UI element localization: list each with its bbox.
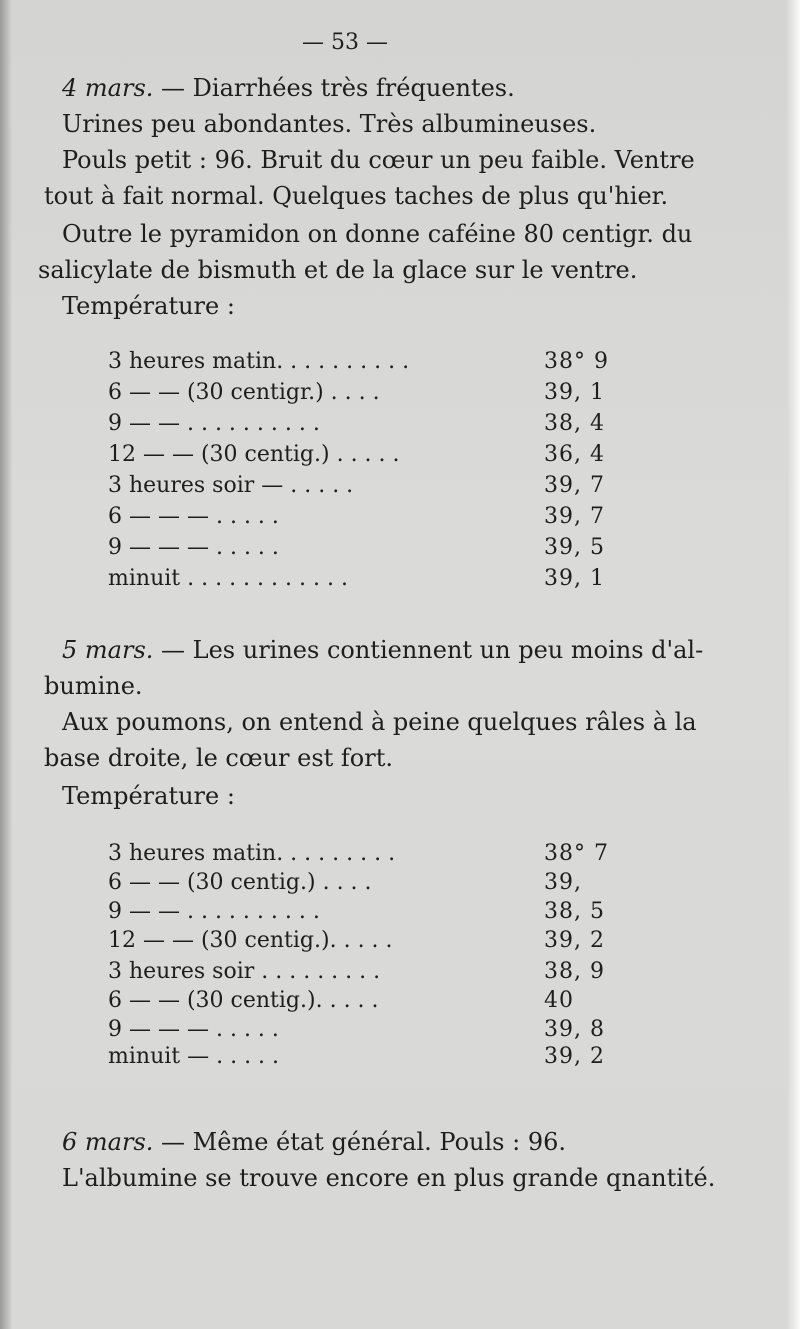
- page-number: — 53 —: [302, 30, 388, 55]
- temperature-row: [108, 867, 628, 899]
- paragraph-line: L'albumine se trouve encore en plus grande qnantité.: [62, 1164, 716, 1192]
- temperature-value: 39, 2: [544, 928, 605, 953]
- entry-text: — Diarrhées très fréquentes.: [161, 74, 515, 102]
- page-right-edge: [786, 0, 800, 1329]
- temperature-value: 38° 7: [544, 841, 609, 866]
- temperature-value: 39,: [544, 870, 582, 895]
- paragraph-line: salicylate de bismuth et de la glace sur le ventre.: [38, 256, 638, 284]
- temperature-row: [108, 408, 628, 440]
- temperature-time: 9 — — . . . . . . . . . .: [108, 899, 320, 924]
- temperature-time: 6 — — (30 centig.) . . . .: [108, 870, 372, 895]
- paragraph-line: Outre le pyramidon on donne caféine 80 centigr. du: [62, 220, 693, 248]
- temperature-row: [108, 501, 628, 533]
- temperature-time: 12 — — (30 centig.). . . . .: [108, 928, 393, 953]
- entry-date: 4 mars.: [62, 74, 154, 102]
- temperature-time: 3 heures soir . . . . . . . . .: [108, 959, 381, 984]
- temperature-value: 38, 5: [544, 899, 605, 924]
- entry-text: — Les urines contiennent un peu moins d'al-: [161, 636, 704, 664]
- entry-5-mars-first-line: [62, 632, 703, 668]
- entry-date: 6 mars.: [62, 1128, 154, 1156]
- temperature-time: 3 heures matin. . . . . . . . . .: [108, 349, 410, 374]
- temperature-value: 39, 1: [544, 566, 605, 591]
- entry-text: — Même état général. Pouls : 96.: [161, 1128, 566, 1156]
- temperature-time: 9 — — — . . . . .: [108, 1017, 279, 1042]
- temperature-row: [108, 838, 628, 870]
- temperature-value: 39, 1: [544, 380, 605, 405]
- temperature-time: minuit — . . . . .: [108, 1044, 280, 1069]
- temperature-time: 12 — — (30 centig.) . . . . .: [108, 442, 400, 467]
- paragraph-line: Urines peu abondantes. Très albumineuses.: [62, 110, 597, 138]
- temperature-row: [108, 439, 628, 471]
- temperature-time: 3 heures soir — . . . . .: [108, 473, 354, 498]
- temperature-value: 38, 4: [544, 411, 605, 436]
- temperature-time: 3 heures matin. . . . . . . . .: [108, 841, 396, 866]
- temperature-heading: Température :: [62, 292, 235, 320]
- temperature-row: [108, 896, 628, 928]
- temperature-time: 6 — — — . . . . .: [108, 504, 279, 529]
- temperature-value: 39, 7: [544, 473, 605, 498]
- paragraph-line: Aux poumons, on entend à peine quelques râles à la: [62, 708, 697, 736]
- temperature-time: 6 — — (30 centig.). . . . .: [108, 988, 379, 1013]
- temperature-value: 39, 5: [544, 535, 605, 560]
- page-left-edge-shadow: [0, 0, 12, 1329]
- temperature-value: 39, 7: [544, 504, 605, 529]
- entry-date: 5 mars.: [62, 636, 154, 664]
- temperature-time: minuit . . . . . . . . . . . .: [108, 566, 348, 591]
- temperature-value: 38, 9: [544, 959, 605, 984]
- temperature-value: 39, 8: [544, 1017, 605, 1042]
- temperature-time: 9 — — . . . . . . . . . .: [108, 411, 320, 436]
- paragraph-line: Pouls petit : 96. Bruit du cœur un peu faible. Ventre: [62, 146, 695, 174]
- temperature-row: [108, 377, 628, 409]
- temperature-row: [108, 985, 628, 1017]
- temperature-row: [108, 563, 628, 595]
- temperature-value: 39, 2: [544, 1044, 605, 1069]
- temperature-time: 9 — — — . . . . .: [108, 535, 279, 560]
- temperature-row: [108, 1041, 628, 1073]
- temperature-value: 38° 9: [544, 349, 609, 374]
- temperature-time: 6 — — (30 centigr.) . . . .: [108, 380, 380, 405]
- temperature-row: [108, 956, 628, 988]
- paragraph-line: bumine.: [44, 672, 143, 700]
- temperature-value: 36, 4: [544, 442, 605, 467]
- paragraph-line: tout à fait normal. Quelques taches de plus qu'hier.: [44, 182, 669, 210]
- temperature-value: 40: [544, 988, 574, 1013]
- temperature-heading: Température :: [62, 782, 235, 810]
- paragraph-line: base droite, le cœur est fort.: [44, 744, 393, 772]
- entry-4-mars-first-line: [62, 70, 515, 106]
- temperature-row: [108, 925, 628, 957]
- temperature-row: [108, 532, 628, 564]
- temperature-row: [108, 346, 628, 378]
- temperature-row: [108, 470, 628, 502]
- entry-6-mars-first-line: [62, 1124, 566, 1160]
